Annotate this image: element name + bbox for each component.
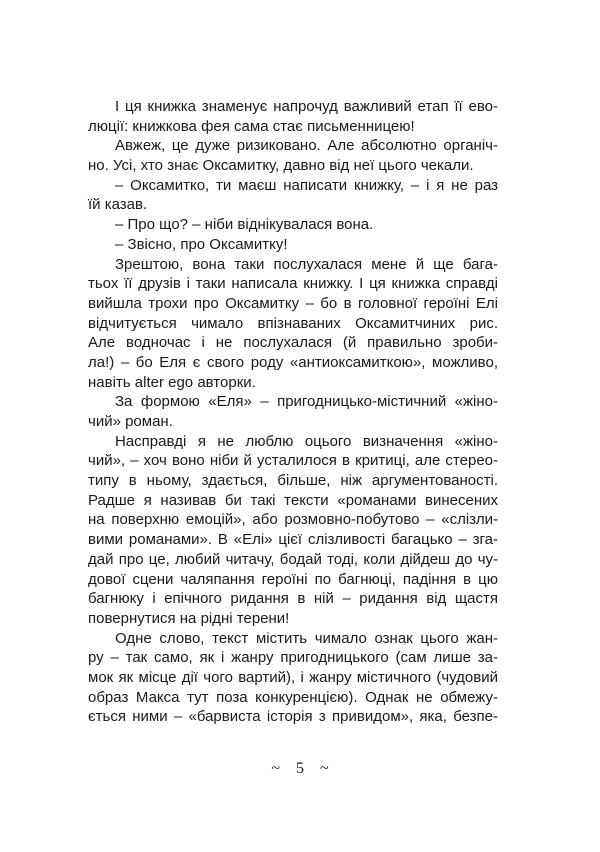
paragraph [88, 136, 498, 175]
paragraph [88, 215, 498, 235]
text-line: відчитується чимало впізнаваних Оксамитчиних рис. [88, 314, 498, 332]
text-line: їй казав. [88, 196, 148, 214]
text-line: Радше я називав би такі тексти «романами винесених [88, 491, 498, 509]
paragraph [88, 97, 498, 136]
text-line: ється ними – «барвиста історія з привидом», яка, безпе- [88, 708, 498, 726]
text-line: повернутися на рідні терени! [88, 609, 290, 627]
text-line: люції: книжкова фея сама стає письменницею! [88, 117, 415, 135]
paragraph [88, 255, 498, 393]
text-line: дай про це, любий читачу, бодай тоді, коли дійдеш до чу- [88, 550, 498, 568]
paragraph [88, 235, 498, 255]
text-line: навіть alter ego авторки. [88, 373, 256, 391]
text-line: – Про що? – ніби віднікувалася вона. [115, 216, 374, 234]
text-line: чий», – хоч воно ніби й усталилося в критиці, але стерео- [88, 452, 498, 470]
paragraph [88, 392, 498, 431]
text-line: дової сцени чаляпання героїні по багнюці, падіння в цю [88, 570, 498, 588]
page-number: ~ 5 ~ [271, 760, 329, 777]
text-line: образ Макса тут поза конкуренцією). Однак не обмежу- [88, 688, 498, 706]
text-line: чий» роман. [88, 413, 173, 430]
text-line: – Звісно, про Оксамитку! [115, 235, 288, 253]
text-line: мок як місце дії чого вартий), і жанру містичного (чудовий [88, 668, 498, 686]
text-line: ла!) – бо Еля є свого роду «антиоксамиткою», можливо, [88, 353, 498, 371]
text-line: І ця книжка знаменує напрочуд важливий етап її ево- [115, 98, 498, 115]
text-line: багнюку і епічного ридання в ній – ридання від щастя [88, 590, 498, 608]
paragraph [88, 629, 498, 727]
body-text [88, 97, 498, 727]
text-line: – Оксамитко, ти маєш написати книжку, – і я не раз [115, 176, 498, 194]
text-line: на поверхню емоцій», або розмовно-побутово – «слізли- [88, 511, 498, 529]
text-line: тьох її друзів і таки написала книжку. І ця книжка справді [88, 275, 498, 293]
text-line: вийшла трохи про Оксамитку – бо в головної героїні Елі [88, 294, 498, 312]
paragraph [88, 432, 498, 629]
text-line: но. Усі, хто знає Оксамитку, давно від неї цього чекали. [88, 157, 474, 175]
text-line: ру – так само, як і жанру пригодницького (сам лише за- [88, 649, 498, 667]
text-line: За формою «Еля» – пригодницько-містичний «жіно- [115, 393, 498, 411]
text-line: Одне слово, текст містить чимало ознак цього жан- [115, 629, 498, 647]
text-line: Насправді я не люблю оцього визначення «жіно- [115, 432, 498, 450]
text-line: типу в ньому, здається, більше, ніж аргументованості. [88, 472, 498, 490]
text-line: Зрештою, вона таки послухалася мене й ще бага- [115, 255, 498, 273]
text-line: Авжеж, це дуже ризиковано. Але абсолютно органіч- [115, 137, 498, 155]
text-line: Але водночас і не послухалася (й правильно зроби- [88, 334, 498, 352]
text-line: вими романами». В «Елі» цієї слізливості багацько – зга- [88, 531, 498, 549]
paragraph [88, 176, 498, 215]
